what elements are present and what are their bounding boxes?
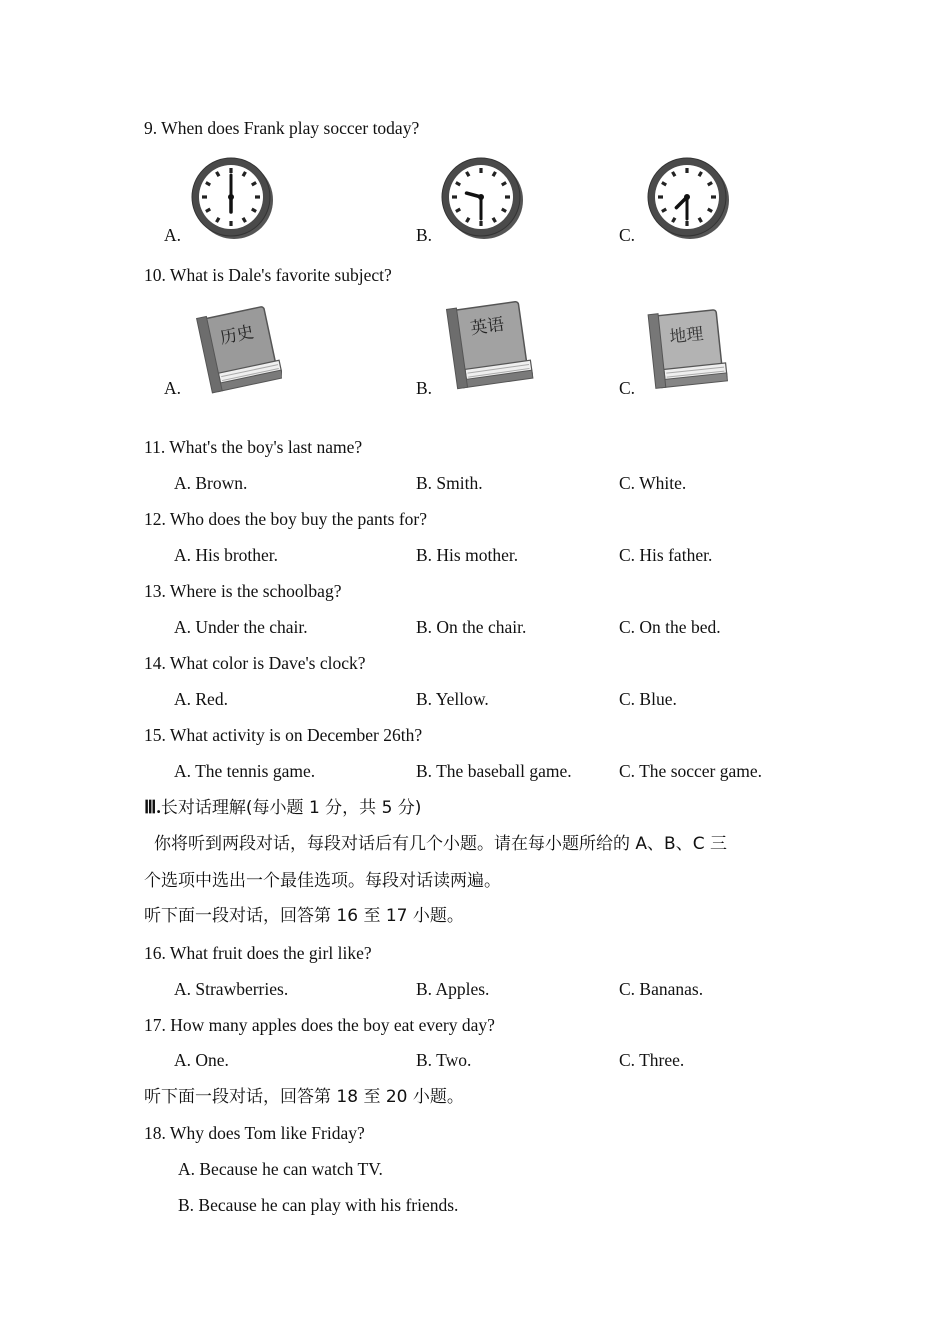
question-9: 9. When does Frank play soccer today? (144, 118, 420, 138)
clock-tick (456, 183, 460, 186)
option-16c: C. Bananas. (619, 979, 704, 999)
clock-tick (662, 209, 666, 212)
option-13c: C. On the bed. (619, 617, 721, 637)
section-instruction-line1: 你将听到两段对话，每段对话后有几个小题。请在每小题所给的 A、B、C 三 (154, 834, 727, 854)
question-17: 17. How many apples does the boy eat every day? (144, 1015, 495, 1035)
option-12b: B. His mother. (416, 545, 519, 565)
option-9c-letter: C. (619, 225, 636, 245)
clock-center (228, 194, 234, 200)
clock-tick (456, 209, 460, 212)
option-10a-letter: A. (164, 378, 182, 398)
clock-tick (673, 218, 676, 222)
clock-tick (502, 209, 506, 212)
clock-tick (493, 172, 496, 176)
option-14c: C. Blue. (619, 689, 677, 709)
dialog-1-intro: 听下面一段对话，回答第 16 至 17 小题。 (144, 906, 464, 926)
option-9a-letter: A. (164, 225, 182, 245)
clock-icon (188, 155, 274, 241)
clock-tick (217, 172, 220, 176)
option-18a: A. Because he can watch TV. (178, 1159, 383, 1179)
question-16: 16. What fruit does the girl like? (144, 943, 372, 963)
question-18: 18. Why does Tom like Friday? (144, 1123, 365, 1143)
clock-tick (217, 218, 220, 222)
option-17b: B. Two. (416, 1050, 472, 1070)
question-15: 15. What activity is on December 26th? (144, 725, 423, 745)
clock-tick (243, 218, 246, 222)
clock-tick (673, 172, 676, 176)
section-heading (144, 797, 421, 818)
clock-tick (243, 172, 246, 176)
option-12a: A. His brother. (174, 545, 279, 565)
option-17a: A. One. (174, 1050, 229, 1070)
book-title: 英语 (469, 314, 506, 340)
question-13: 13. Where is the schoolbag? (144, 581, 342, 601)
question-14: 14. What color is Dave's clock? (144, 653, 366, 673)
book-icon (190, 305, 282, 400)
book-icon (640, 305, 732, 400)
clock-icon (644, 155, 730, 241)
option-15b: B. The baseball game. (416, 761, 572, 781)
book-title: 历史 (218, 322, 256, 349)
clock-tick (206, 183, 210, 186)
option-18b: B. Because he can play with his friends. (178, 1195, 459, 1215)
question-12: 12. Who does the boy buy the pants for? (144, 509, 428, 529)
option-16a: A. Strawberries. (174, 979, 289, 999)
book-icon (440, 298, 538, 399)
clock-tick (252, 183, 256, 186)
option-9b-letter: B. (416, 225, 433, 245)
clock-tick (502, 183, 506, 186)
clock-tick (708, 183, 712, 186)
section-number: Ⅲ. (144, 797, 161, 817)
option-12c: C. His father. (619, 545, 713, 565)
clock-tick (699, 218, 702, 222)
option-16b: B. Apples. (416, 979, 490, 999)
clock-tick (699, 172, 702, 176)
option-14b: B. Yellow. (416, 689, 489, 709)
option-11a: A. Brown. (174, 473, 248, 493)
clock-tick (493, 218, 496, 222)
option-17c: C. Three. (619, 1050, 685, 1070)
clock-tick (467, 218, 470, 222)
clock-icon (438, 155, 524, 241)
clock-center (684, 194, 690, 200)
option-10c-letter: C. (619, 378, 636, 398)
question-10: 10. What is Dale's favorite subject? (144, 265, 392, 285)
section-title: 长对话理解(每小题 1 分，共 5 分) (160, 798, 422, 818)
clock-tick (206, 209, 210, 212)
option-13b: B. On the chair. (416, 617, 527, 637)
clock-tick (708, 209, 712, 212)
option-11c: C. White. (619, 473, 687, 493)
book-title: 地理 (668, 324, 705, 348)
option-13a: A. Under the chair. (174, 617, 308, 637)
question-11: 11. What's the boy's last name? (144, 437, 363, 457)
clock-center (478, 194, 484, 200)
section-instruction-line2: 个选项中选出一个最佳选项。每段对话读两遍。 (144, 871, 501, 891)
option-10b-letter: B. (416, 378, 433, 398)
option-15a: A. The tennis game. (174, 761, 316, 781)
option-14a: A. Red. (174, 689, 228, 709)
option-11b: B. Smith. (416, 473, 483, 493)
clock-tick (467, 172, 470, 176)
clock-tick (662, 183, 666, 186)
dialog-2-intro: 听下面一段对话，回答第 18 至 20 小题。 (144, 1087, 464, 1107)
clock-tick (252, 209, 256, 212)
option-15c: C. The soccer game. (619, 761, 763, 781)
